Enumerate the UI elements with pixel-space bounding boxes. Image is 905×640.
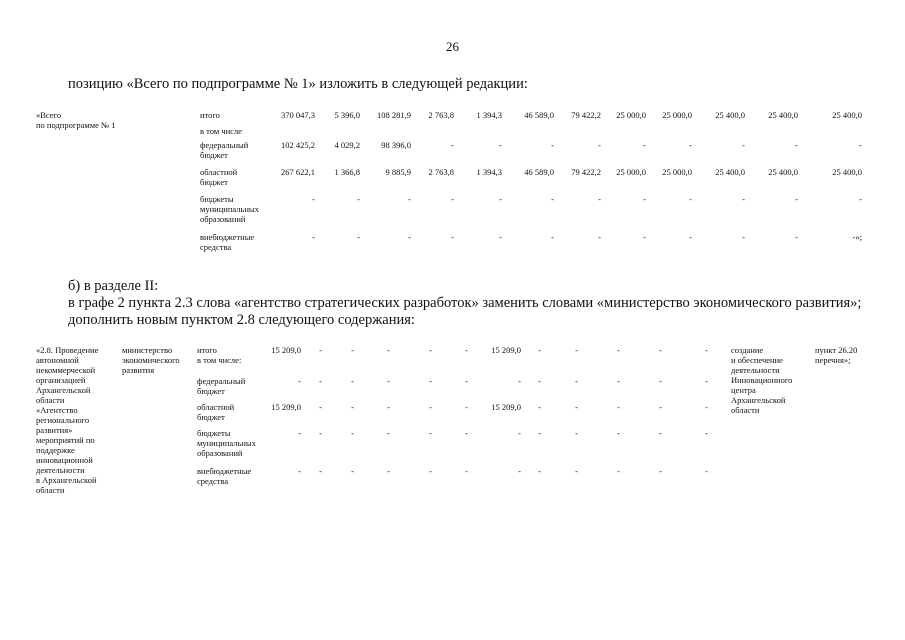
intro-paragraph: позицию «Всего по подпрограмме № 1» изложить в следующей редакции: — [68, 76, 528, 92]
table2-cell: - — [538, 345, 541, 355]
table2-cell: - — [298, 466, 301, 476]
table1-cell: 79 422,2 — [571, 167, 601, 177]
table2-cell: - — [465, 376, 468, 386]
page-number: 26 — [446, 39, 459, 54]
table1-cell: - — [643, 232, 646, 242]
table2-cell: - — [575, 376, 578, 386]
table2-cell: - — [617, 466, 620, 476]
table2-cell: - — [351, 376, 354, 386]
table1-cell: - — [795, 140, 798, 150]
table1-cell: 2 763,8 — [428, 167, 454, 177]
table1-cell: - — [357, 232, 360, 242]
table1-cell: 25 000,0 — [616, 167, 646, 177]
table2-item-text: «2.8. Проведение автономной некоммерческой организацией Архангельской области «Агентство регионального развития» мероприятий по поддержке инновационной деятельности в Архангельской области — [36, 345, 99, 495]
table1-cell: - — [451, 232, 454, 242]
table2-cell: - — [429, 376, 432, 386]
table2-cell: - — [705, 428, 708, 438]
table2-cell: - — [465, 345, 468, 355]
table2-cell: - — [465, 402, 468, 412]
table2-executor: министерство экономического развития — [122, 345, 180, 375]
table1-cell: - — [689, 140, 692, 150]
table2-cell: - — [518, 466, 521, 476]
table1-cell: 25 400,0 — [715, 110, 745, 120]
table2-cell: - — [659, 376, 662, 386]
table1-cell: 25 400,0 — [832, 110, 862, 120]
table1-cell: 25 400,0 — [768, 167, 798, 177]
table1-cell: - — [795, 194, 798, 204]
table1-cell: - — [551, 140, 554, 150]
table2-cell: - — [387, 376, 390, 386]
section-b-line1: в графе 2 пункта 2.3 слова «агентство стратегических разработок» заменить словами «министерство экономического развития»; — [68, 295, 862, 311]
table1-cell: - — [742, 194, 745, 204]
table2-cell: - — [298, 376, 301, 386]
table1-row-label: областной бюджет — [200, 167, 238, 187]
table1-cell: - — [451, 140, 454, 150]
table2-cell: - — [429, 428, 432, 438]
table2-cell: - — [518, 428, 521, 438]
table2-cell: - — [659, 345, 662, 355]
table2-cell: - — [659, 428, 662, 438]
table1-cell: - — [795, 232, 798, 242]
table1-cell: 98 396,0 — [381, 140, 411, 150]
table1-cell: - — [499, 194, 502, 204]
table1-cell: 25 400,0 — [768, 110, 798, 120]
table2-cell: - — [617, 376, 620, 386]
table2-cell: - — [465, 428, 468, 438]
table1-cell: - — [859, 140, 862, 150]
table1-cell: - — [859, 194, 862, 204]
table1-cell: 4 029,2 — [334, 140, 360, 150]
table1-cell: - — [689, 194, 692, 204]
table2-cell: - — [429, 345, 432, 355]
table2-row-label: итого в том числе: — [197, 345, 242, 365]
table1-cell: 1 366,8 — [334, 167, 360, 177]
table1-cell: 1 394,3 — [476, 110, 502, 120]
table2-cell: - — [575, 402, 578, 412]
table2-cell: - — [538, 428, 541, 438]
section-b-heading: б) в разделе II: — [68, 278, 159, 294]
table2-cell: - — [705, 402, 708, 412]
table2-cell: - — [319, 376, 322, 386]
table1-cell: 25 000,0 — [662, 110, 692, 120]
table2-cell: - — [617, 345, 620, 355]
table1-cell: - — [598, 140, 601, 150]
table1-row-label: итого — [200, 110, 220, 120]
table1-cell: - — [499, 140, 502, 150]
table2-cell: - — [351, 345, 354, 355]
table2-reference: пункт 26.20 перечня»; — [815, 345, 858, 365]
table2-result: создание и обеспечение деятельности Инновационного центра Архангельской области — [731, 345, 793, 415]
table1-cell: - — [643, 140, 646, 150]
table2-cell: - — [319, 402, 322, 412]
table2-cell: - — [617, 428, 620, 438]
table2-cell: - — [575, 466, 578, 476]
table1-cell: 9 885,9 — [385, 167, 411, 177]
table1-cell: 46 589,0 — [524, 110, 554, 120]
table2-cell: 15 209,0 — [491, 402, 521, 412]
table2-cell: 15 209,0 — [491, 345, 521, 355]
table1-cell: 25 000,0 — [662, 167, 692, 177]
table2-cell: - — [617, 402, 620, 412]
table2-row-label: федеральный бюджет — [197, 376, 246, 396]
table2-cell: - — [387, 466, 390, 476]
table2-cell: - — [705, 376, 708, 386]
table1-cell: - — [312, 194, 315, 204]
table2-cell: - — [705, 345, 708, 355]
section-b-line2: дополнить новым пунктом 2.8 следующего содержания: — [68, 312, 415, 328]
table1-cell: 267 622,1 — [281, 167, 315, 177]
table1-cell: 102 425,2 — [281, 140, 315, 150]
table1-cell: - — [551, 232, 554, 242]
table1-cell: - — [451, 194, 454, 204]
table2-cell: - — [387, 402, 390, 412]
table1-cell: - — [742, 140, 745, 150]
table2-cell: - — [538, 402, 541, 412]
table2-cell: - — [538, 376, 541, 386]
table1-label: «Всего по подпрограмме № 1 — [36, 110, 116, 130]
table2-cell: - — [518, 376, 521, 386]
table2-cell: - — [429, 466, 432, 476]
table1-row-label: бюджеты муниципальных образований — [200, 194, 259, 224]
table2-cell: - — [351, 466, 354, 476]
table2-cell: - — [351, 402, 354, 412]
table1-cell: - — [689, 232, 692, 242]
table1-cell: 370 047,3 — [281, 110, 315, 120]
table1-cell: 79 422,2 — [571, 110, 601, 120]
table2-cell: 15 209,0 — [271, 402, 301, 412]
table1-row-label: федеральный бюджет — [200, 140, 249, 160]
table2-cell: - — [298, 428, 301, 438]
table2-cell: - — [387, 345, 390, 355]
table1-cell: - — [499, 232, 502, 242]
table2-cell: - — [575, 345, 578, 355]
table2-cell: - — [538, 466, 541, 476]
table2-row-label: внебюджетные средства — [197, 466, 252, 486]
table2-cell: - — [319, 428, 322, 438]
table1-cell: - — [643, 194, 646, 204]
table1-cell: - — [357, 194, 360, 204]
table1-cell: - — [408, 232, 411, 242]
table2-cell: 15 209,0 — [271, 345, 301, 355]
table2-cell: - — [465, 466, 468, 476]
table1-cell: - — [742, 232, 745, 242]
table2-cell: - — [387, 428, 390, 438]
table1-cell: - — [408, 194, 411, 204]
table1-cell: 46 589,0 — [524, 167, 554, 177]
table1-cell: 25 400,0 — [832, 167, 862, 177]
table2-row-label: бюджеты муниципальных образований — [197, 428, 256, 458]
table1-cell: 2 763,8 — [428, 110, 454, 120]
table1-cell: 25 400,0 — [715, 167, 745, 177]
table2-cell: - — [659, 466, 662, 476]
table1-cell: -»; — [852, 232, 862, 242]
table1-row-label: внебюджетные средства — [200, 232, 255, 252]
table2-cell: - — [659, 402, 662, 412]
table1-cell: - — [551, 194, 554, 204]
table1-cell: 25 000,0 — [616, 110, 646, 120]
table2-cell: - — [575, 428, 578, 438]
table2-row-label: областной бюджет — [197, 402, 235, 422]
table1-cell: - — [598, 194, 601, 204]
table1-cell: 1 394,3 — [476, 167, 502, 177]
table1-cell: 5 396,0 — [334, 110, 360, 120]
table1-cell: - — [598, 232, 601, 242]
table2-cell: - — [319, 466, 322, 476]
table2-cell: - — [351, 428, 354, 438]
table1-row-label: в том числе — [200, 126, 242, 136]
table1-cell: - — [312, 232, 315, 242]
table1-cell: 108 281,9 — [377, 110, 411, 120]
table2-cell: - — [705, 466, 708, 476]
table2-cell: - — [429, 402, 432, 412]
table2-cell: - — [319, 345, 322, 355]
